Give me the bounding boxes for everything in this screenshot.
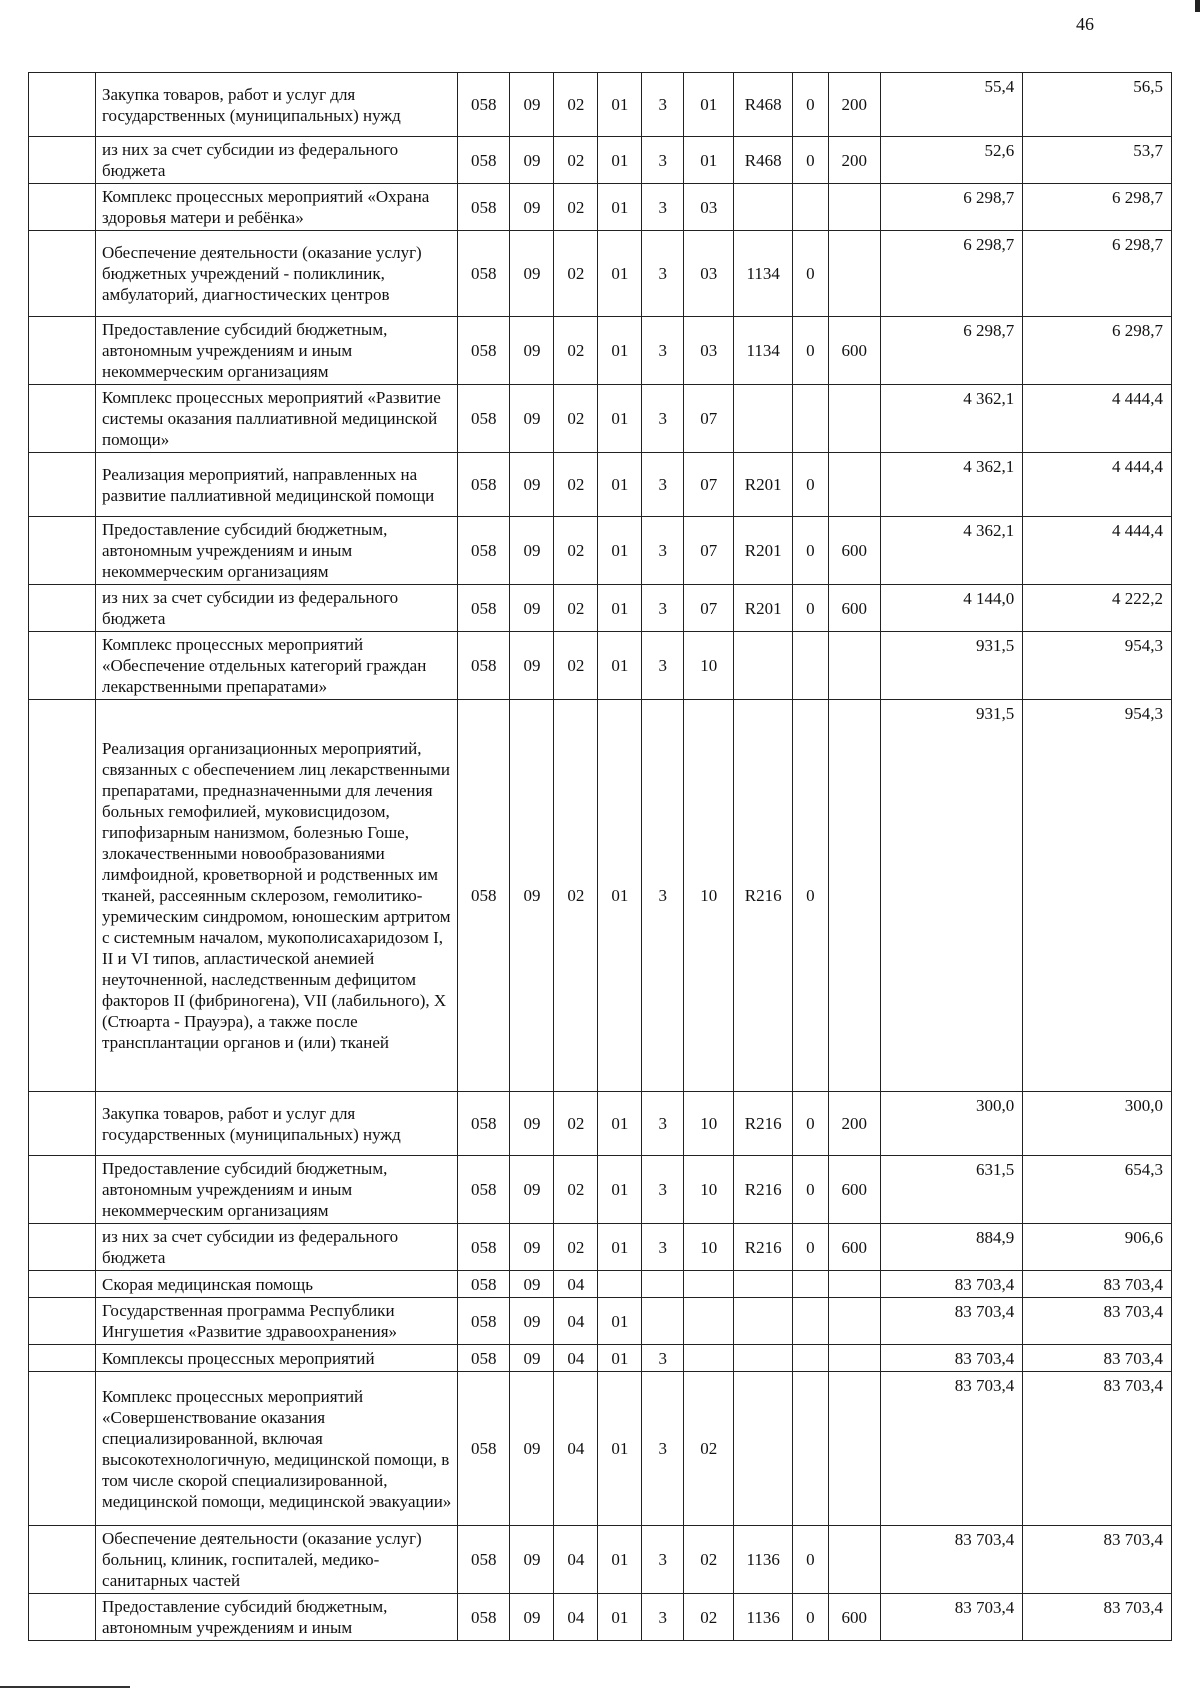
subsection-code-cell: 02 xyxy=(554,632,598,700)
item-name-cell: Закупка товаров, работ и услуг для государственных (муниципальных) нужд xyxy=(95,1092,457,1156)
subsection-code-cell: 04 xyxy=(554,1298,598,1345)
program-code-cell: 01 xyxy=(598,1526,642,1594)
amount-year-1-cell: 6 298,7 xyxy=(880,184,1022,231)
item-name-cell: Реализация организационных мероприятий, связанных с обеспечением лиц лекарственными препаратами, предназначенными для лечения больных гемофилией, муковисцидозом, гипофизарным нанизмом, болезнью Гоше, злокачественными новообразованиями лимфоидной, кроветворной и родственных им тканей, рассеянным склерозом, гемолитико-уремическим синдромом, юношеским артритом с системным началом, мукополисахаридозом I, II и VI типов, апластической анемией неуточненной, наследственным дефицитом факторов II (фибриногена), VII (лабильного), X (Стюарта - Прауэра), а также после трансплантации органов и (или) тканей xyxy=(95,700,457,1092)
sub-direction-code-cell xyxy=(793,1298,829,1345)
item-name-cell: Реализация мероприятий, направленных на развитие паллиативной медицинской помощи xyxy=(95,453,457,517)
expense-type-code-cell xyxy=(828,700,880,1092)
admin-code-cell: 058 xyxy=(458,137,510,184)
program-code-cell: 01 xyxy=(598,585,642,632)
subsection-code-cell: 02 xyxy=(554,1092,598,1156)
subsection-code-cell: 02 xyxy=(554,385,598,453)
program-code-cell: 01 xyxy=(598,184,642,231)
subprogram-code-cell: 3 xyxy=(642,1156,684,1224)
admin-code-cell: 058 xyxy=(458,632,510,700)
program-code-cell: 01 xyxy=(598,317,642,385)
admin-code-cell: 058 xyxy=(458,585,510,632)
section-code-cell: 09 xyxy=(510,1345,554,1372)
direction-code-cell: R216 xyxy=(734,1156,793,1224)
program-code-cell: 01 xyxy=(598,1156,642,1224)
program-code-cell: 01 xyxy=(598,1372,642,1526)
event-code-cell: 10 xyxy=(684,700,734,1092)
table-row xyxy=(29,1298,1172,1345)
subsection-code-cell: 02 xyxy=(554,231,598,317)
event-code-cell: 07 xyxy=(684,385,734,453)
row-number-cell xyxy=(29,1345,96,1372)
event-code-cell: 07 xyxy=(684,585,734,632)
amount-year-1-cell: 4 362,1 xyxy=(880,453,1022,517)
table-row xyxy=(29,1156,1172,1224)
admin-code-cell: 058 xyxy=(458,1298,510,1345)
table-row xyxy=(29,317,1172,385)
event-code-cell: 10 xyxy=(684,1092,734,1156)
subsection-code-cell: 04 xyxy=(554,1526,598,1594)
sub-direction-code-cell: 0 xyxy=(793,1526,829,1594)
sub-direction-code-cell: 0 xyxy=(793,585,829,632)
amount-year-2-cell: 83 703,4 xyxy=(1023,1526,1172,1594)
admin-code-cell: 058 xyxy=(458,184,510,231)
table-row xyxy=(29,1526,1172,1594)
row-number-cell xyxy=(29,137,96,184)
amount-year-2-cell: 654,3 xyxy=(1023,1156,1172,1224)
subprogram-code-cell: 3 xyxy=(642,632,684,700)
budget-table xyxy=(28,72,1172,1641)
section-code-cell: 09 xyxy=(510,73,554,137)
sub-direction-code-cell: 0 xyxy=(793,1224,829,1271)
program-code-cell: 01 xyxy=(598,1298,642,1345)
direction-code-cell xyxy=(734,385,793,453)
event-code-cell: 07 xyxy=(684,453,734,517)
admin-code-cell: 058 xyxy=(458,385,510,453)
table-row xyxy=(29,184,1172,231)
subprogram-code-cell: 3 xyxy=(642,137,684,184)
event-code-cell: 01 xyxy=(684,137,734,184)
item-name-cell: Обеспечение деятельности (оказание услуг) больниц, клиник, госпиталей, медико-санитарных частей xyxy=(95,1526,457,1594)
sub-direction-code-cell: 0 xyxy=(793,137,829,184)
admin-code-cell: 058 xyxy=(458,317,510,385)
section-code-cell: 09 xyxy=(510,137,554,184)
direction-code-cell xyxy=(734,184,793,231)
amount-year-2-cell: 4 222,2 xyxy=(1023,585,1172,632)
amount-year-2-cell: 56,5 xyxy=(1023,73,1172,137)
direction-code-cell: 1134 xyxy=(734,317,793,385)
admin-code-cell: 058 xyxy=(458,1372,510,1526)
event-code-cell xyxy=(684,1345,734,1372)
section-code-cell: 09 xyxy=(510,1372,554,1526)
row-number-cell xyxy=(29,385,96,453)
expense-type-code-cell xyxy=(828,632,880,700)
item-name-cell: Предоставление субсидий бюджетным, автономным учреждениям и иным некоммерческим организациям xyxy=(95,317,457,385)
amount-year-2-cell: 83 703,4 xyxy=(1023,1298,1172,1345)
item-name-cell: Предоставление субсидий бюджетным, автономным учреждениям и иным некоммерческим организациям xyxy=(95,517,457,585)
amount-year-2-cell: 6 298,7 xyxy=(1023,184,1172,231)
amount-year-1-cell: 631,5 xyxy=(880,1156,1022,1224)
admin-code-cell: 058 xyxy=(458,1271,510,1298)
scan-corner-mark xyxy=(1195,0,1200,12)
sub-direction-code-cell: 0 xyxy=(793,1092,829,1156)
row-number-cell xyxy=(29,700,96,1092)
admin-code-cell: 058 xyxy=(458,1092,510,1156)
event-code-cell xyxy=(684,1298,734,1345)
expense-type-code-cell: 600 xyxy=(828,1156,880,1224)
sub-direction-code-cell: 0 xyxy=(793,1594,829,1641)
table-row xyxy=(29,585,1172,632)
table-row xyxy=(29,73,1172,137)
table-row xyxy=(29,700,1172,1092)
table-row xyxy=(29,453,1172,517)
amount-year-1-cell: 83 703,4 xyxy=(880,1526,1022,1594)
expense-type-code-cell xyxy=(828,385,880,453)
table-row xyxy=(29,1345,1172,1372)
expense-type-code-cell: 600 xyxy=(828,317,880,385)
subsection-code-cell: 04 xyxy=(554,1372,598,1526)
expense-type-code-cell: 600 xyxy=(828,517,880,585)
section-code-cell: 09 xyxy=(510,184,554,231)
subsection-code-cell: 02 xyxy=(554,184,598,231)
item-name-cell: Государственная программа Республики Ингушетия «Развитие здравоохранения» xyxy=(95,1298,457,1345)
section-code-cell: 09 xyxy=(510,1594,554,1641)
row-number-cell xyxy=(29,73,96,137)
subsection-code-cell: 02 xyxy=(554,137,598,184)
direction-code-cell xyxy=(734,1372,793,1526)
program-code-cell: 01 xyxy=(598,1224,642,1271)
amount-year-1-cell: 83 703,4 xyxy=(880,1298,1022,1345)
item-name-cell: Комплексы процессных мероприятий xyxy=(95,1345,457,1372)
admin-code-cell: 058 xyxy=(458,1224,510,1271)
item-name-cell: Комплекс процессных мероприятий «Охрана здоровья матери и ребёнка» xyxy=(95,184,457,231)
event-code-cell: 02 xyxy=(684,1594,734,1641)
event-code-cell: 10 xyxy=(684,1156,734,1224)
table-row xyxy=(29,385,1172,453)
row-number-cell xyxy=(29,1298,96,1345)
subsection-code-cell: 02 xyxy=(554,1156,598,1224)
subprogram-code-cell: 3 xyxy=(642,1372,684,1526)
direction-code-cell xyxy=(734,1298,793,1345)
program-code-cell: 01 xyxy=(598,1345,642,1372)
subsection-code-cell: 02 xyxy=(554,317,598,385)
row-number-cell xyxy=(29,1224,96,1271)
subprogram-code-cell: 3 xyxy=(642,1345,684,1372)
event-code-cell: 03 xyxy=(684,231,734,317)
expense-type-code-cell: 600 xyxy=(828,1594,880,1641)
program-code-cell: 01 xyxy=(598,700,642,1092)
item-name-cell: Скорая медицинская помощь xyxy=(95,1271,457,1298)
subsection-code-cell: 02 xyxy=(554,453,598,517)
amount-year-1-cell: 83 703,4 xyxy=(880,1271,1022,1298)
item-name-cell: Предоставление субсидий бюджетным, автономным учреждениям и иным xyxy=(95,1594,457,1641)
bottom-rule xyxy=(0,1686,130,1688)
subprogram-code-cell: 3 xyxy=(642,1092,684,1156)
direction-code-cell xyxy=(734,1271,793,1298)
amount-year-1-cell: 931,5 xyxy=(880,632,1022,700)
event-code-cell xyxy=(684,1271,734,1298)
item-name-cell: Обеспечение деятельности (оказание услуг) бюджетных учреждений - поликлиник, амбулаторий, диагностических центров xyxy=(95,231,457,317)
section-code-cell: 09 xyxy=(510,632,554,700)
direction-code-cell: R216 xyxy=(734,1224,793,1271)
amount-year-2-cell: 4 444,4 xyxy=(1023,453,1172,517)
section-code-cell: 09 xyxy=(510,231,554,317)
expense-type-code-cell xyxy=(828,453,880,517)
subprogram-code-cell: 3 xyxy=(642,385,684,453)
subsection-code-cell: 04 xyxy=(554,1271,598,1298)
section-code-cell: 09 xyxy=(510,517,554,585)
sub-direction-code-cell: 0 xyxy=(793,73,829,137)
direction-code-cell: R201 xyxy=(734,453,793,517)
amount-year-2-cell: 300,0 xyxy=(1023,1092,1172,1156)
section-code-cell: 09 xyxy=(510,1224,554,1271)
program-code-cell: 01 xyxy=(598,1594,642,1641)
subprogram-code-cell: 3 xyxy=(642,517,684,585)
event-code-cell: 02 xyxy=(684,1372,734,1526)
program-code-cell xyxy=(598,1271,642,1298)
section-code-cell: 09 xyxy=(510,317,554,385)
row-number-cell xyxy=(29,184,96,231)
direction-code-cell: R216 xyxy=(734,700,793,1092)
subsection-code-cell: 02 xyxy=(554,73,598,137)
direction-code-cell: R201 xyxy=(734,517,793,585)
amount-year-1-cell: 83 703,4 xyxy=(880,1345,1022,1372)
program-code-cell: 01 xyxy=(598,453,642,517)
amount-year-2-cell: 83 703,4 xyxy=(1023,1594,1172,1641)
event-code-cell: 03 xyxy=(684,184,734,231)
item-name-cell: Комплекс процессных мероприятий «Развитие системы оказания паллиативной медицинской помощи» xyxy=(95,385,457,453)
amount-year-1-cell: 4 144,0 xyxy=(880,585,1022,632)
subsection-code-cell: 04 xyxy=(554,1594,598,1641)
amount-year-2-cell: 4 444,4 xyxy=(1023,517,1172,585)
amount-year-1-cell: 83 703,4 xyxy=(880,1372,1022,1526)
amount-year-1-cell: 6 298,7 xyxy=(880,231,1022,317)
amount-year-1-cell: 931,5 xyxy=(880,700,1022,1092)
admin-code-cell: 058 xyxy=(458,1526,510,1594)
subprogram-code-cell: 3 xyxy=(642,1224,684,1271)
subsection-code-cell: 04 xyxy=(554,1345,598,1372)
subsection-code-cell: 02 xyxy=(554,585,598,632)
amount-year-1-cell: 4 362,1 xyxy=(880,385,1022,453)
subprogram-code-cell: 3 xyxy=(642,453,684,517)
event-code-cell: 02 xyxy=(684,1526,734,1594)
subprogram-code-cell: 3 xyxy=(642,184,684,231)
admin-code-cell: 058 xyxy=(458,1156,510,1224)
event-code-cell: 07 xyxy=(684,517,734,585)
item-name-cell: Комплекс процессных мероприятий «Обеспечение отдельных категорий граждан лекарственными препаратами» xyxy=(95,632,457,700)
sub-direction-code-cell: 0 xyxy=(793,700,829,1092)
row-number-cell xyxy=(29,453,96,517)
event-code-cell: 03 xyxy=(684,317,734,385)
expense-type-code-cell xyxy=(828,1526,880,1594)
section-code-cell: 09 xyxy=(510,1526,554,1594)
direction-code-cell xyxy=(734,632,793,700)
table-row xyxy=(29,1594,1172,1641)
amount-year-2-cell: 954,3 xyxy=(1023,700,1172,1092)
program-code-cell: 01 xyxy=(598,1092,642,1156)
subprogram-code-cell: 3 xyxy=(642,73,684,137)
expense-type-code-cell xyxy=(828,1372,880,1526)
subprogram-code-cell xyxy=(642,1298,684,1345)
direction-code-cell: 1136 xyxy=(734,1594,793,1641)
direction-code-cell: R468 xyxy=(734,73,793,137)
table-row xyxy=(29,137,1172,184)
section-code-cell: 09 xyxy=(510,385,554,453)
admin-code-cell: 058 xyxy=(458,1345,510,1372)
item-name-cell: Предоставление субсидий бюджетным, автономным учреждениям и иным некоммерческим организациям xyxy=(95,1156,457,1224)
table-row xyxy=(29,517,1172,585)
subsection-code-cell: 02 xyxy=(554,700,598,1092)
row-number-cell xyxy=(29,1092,96,1156)
sub-direction-code-cell: 0 xyxy=(793,317,829,385)
row-number-cell xyxy=(29,1594,96,1641)
table-row xyxy=(29,1271,1172,1298)
expense-type-code-cell xyxy=(828,184,880,231)
direction-code-cell xyxy=(734,1345,793,1372)
row-number-cell xyxy=(29,317,96,385)
amount-year-1-cell: 83 703,4 xyxy=(880,1594,1022,1641)
amount-year-1-cell: 884,9 xyxy=(880,1224,1022,1271)
section-code-cell: 09 xyxy=(510,453,554,517)
item-name-cell: из них за счет субсидии из федерального бюджета xyxy=(95,585,457,632)
table-row xyxy=(29,231,1172,317)
sub-direction-code-cell xyxy=(793,1271,829,1298)
section-code-cell: 09 xyxy=(510,1156,554,1224)
program-code-cell: 01 xyxy=(598,385,642,453)
direction-code-cell: 1134 xyxy=(734,231,793,317)
section-code-cell: 09 xyxy=(510,1298,554,1345)
admin-code-cell: 058 xyxy=(458,231,510,317)
subprogram-code-cell xyxy=(642,1271,684,1298)
item-name-cell: Закупка товаров, работ и услуг для государственных (муниципальных) нужд xyxy=(95,73,457,137)
admin-code-cell: 058 xyxy=(458,700,510,1092)
table-row xyxy=(29,632,1172,700)
sub-direction-code-cell: 0 xyxy=(793,231,829,317)
row-number-cell xyxy=(29,517,96,585)
direction-code-cell: R216 xyxy=(734,1092,793,1156)
section-code-cell: 09 xyxy=(510,585,554,632)
item-name-cell: из них за счет субсидии из федерального бюджета xyxy=(95,1224,457,1271)
section-code-cell: 09 xyxy=(510,1271,554,1298)
row-number-cell xyxy=(29,1156,96,1224)
subprogram-code-cell: 3 xyxy=(642,700,684,1092)
direction-code-cell: 1136 xyxy=(734,1526,793,1594)
direction-code-cell: R201 xyxy=(734,585,793,632)
program-code-cell: 01 xyxy=(598,632,642,700)
admin-code-cell: 058 xyxy=(458,453,510,517)
row-number-cell xyxy=(29,231,96,317)
page-number: 46 xyxy=(1076,14,1094,34)
program-code-cell: 01 xyxy=(598,137,642,184)
admin-code-cell: 058 xyxy=(458,1594,510,1641)
subprogram-code-cell: 3 xyxy=(642,317,684,385)
direction-code-cell: R468 xyxy=(734,137,793,184)
item-name-cell: из них за счет субсидии из федерального бюджета xyxy=(95,137,457,184)
amount-year-2-cell: 83 703,4 xyxy=(1023,1372,1172,1526)
expense-type-code-cell: 200 xyxy=(828,137,880,184)
item-name-cell: Комплекс процессных мероприятий «Совершенствование оказания специализированной, включая высокотехнологичную, медицинской помощи, в том числе скорой специализированной, медицинской помощи, медицинской эвакуации» xyxy=(95,1372,457,1526)
expense-type-code-cell xyxy=(828,231,880,317)
subprogram-code-cell: 3 xyxy=(642,1594,684,1641)
amount-year-1-cell: 55,4 xyxy=(880,73,1022,137)
program-code-cell: 01 xyxy=(598,231,642,317)
expense-type-code-cell: 200 xyxy=(828,73,880,137)
amount-year-1-cell: 6 298,7 xyxy=(880,317,1022,385)
sub-direction-code-cell: 0 xyxy=(793,453,829,517)
table-row xyxy=(29,1372,1172,1526)
subsection-code-cell: 02 xyxy=(554,1224,598,1271)
subprogram-code-cell: 3 xyxy=(642,1526,684,1594)
amount-year-2-cell: 954,3 xyxy=(1023,632,1172,700)
amount-year-2-cell: 83 703,4 xyxy=(1023,1345,1172,1372)
amount-year-2-cell: 6 298,7 xyxy=(1023,317,1172,385)
sub-direction-code-cell xyxy=(793,1372,829,1526)
amount-year-2-cell: 83 703,4 xyxy=(1023,1271,1172,1298)
expense-type-code-cell xyxy=(828,1298,880,1345)
amount-year-1-cell: 300,0 xyxy=(880,1092,1022,1156)
event-code-cell: 10 xyxy=(684,1224,734,1271)
event-code-cell: 01 xyxy=(684,73,734,137)
sub-direction-code-cell: 0 xyxy=(793,517,829,585)
section-code-cell: 09 xyxy=(510,700,554,1092)
sub-direction-code-cell: 0 xyxy=(793,1156,829,1224)
event-code-cell: 10 xyxy=(684,632,734,700)
sub-direction-code-cell xyxy=(793,632,829,700)
row-number-cell xyxy=(29,1372,96,1526)
expense-type-code-cell xyxy=(828,1345,880,1372)
row-number-cell xyxy=(29,632,96,700)
admin-code-cell: 058 xyxy=(458,73,510,137)
program-code-cell: 01 xyxy=(598,517,642,585)
sub-direction-code-cell xyxy=(793,184,829,231)
amount-year-1-cell: 52,6 xyxy=(880,137,1022,184)
admin-code-cell: 058 xyxy=(458,517,510,585)
subprogram-code-cell: 3 xyxy=(642,231,684,317)
expense-type-code-cell: 600 xyxy=(828,585,880,632)
amount-year-2-cell: 4 444,4 xyxy=(1023,385,1172,453)
expense-type-code-cell: 200 xyxy=(828,1092,880,1156)
sub-direction-code-cell xyxy=(793,1345,829,1372)
expense-type-code-cell xyxy=(828,1271,880,1298)
row-number-cell xyxy=(29,585,96,632)
amount-year-2-cell: 906,6 xyxy=(1023,1224,1172,1271)
table-row xyxy=(29,1092,1172,1156)
section-code-cell: 09 xyxy=(510,1092,554,1156)
subprogram-code-cell: 3 xyxy=(642,585,684,632)
amount-year-1-cell: 4 362,1 xyxy=(880,517,1022,585)
amount-year-2-cell: 53,7 xyxy=(1023,137,1172,184)
sub-direction-code-cell xyxy=(793,385,829,453)
amount-year-2-cell: 6 298,7 xyxy=(1023,231,1172,317)
subsection-code-cell: 02 xyxy=(554,517,598,585)
expense-type-code-cell: 600 xyxy=(828,1224,880,1271)
row-number-cell xyxy=(29,1526,96,1594)
row-number-cell xyxy=(29,1271,96,1298)
table-row xyxy=(29,1224,1172,1271)
program-code-cell: 01 xyxy=(598,73,642,137)
